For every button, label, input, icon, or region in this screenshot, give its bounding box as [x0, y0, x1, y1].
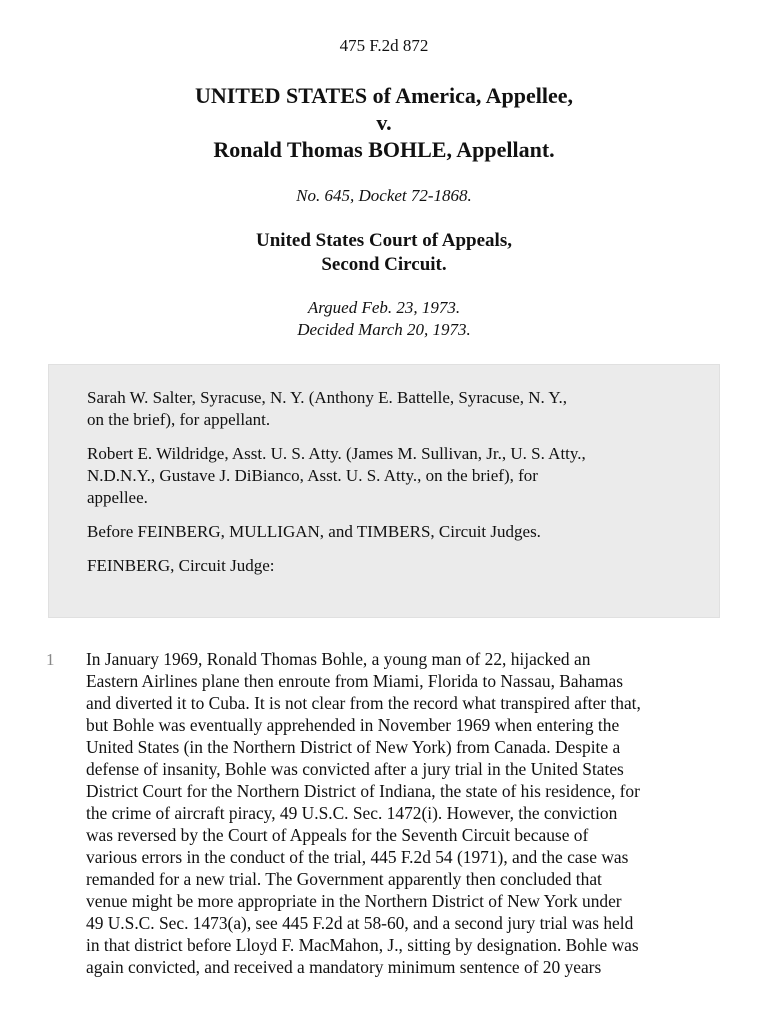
case-title-appellant: Ronald Thomas BOHLE, Appellant.	[213, 137, 555, 162]
case-title-versus: v.	[376, 110, 392, 135]
opinion-line: again convicted, and received a mandatory minimum sentence of 20 years	[86, 957, 602, 977]
court-name-line-1: United States Court of Appeals,	[256, 230, 512, 251]
opinion-paragraph	[86, 648, 736, 978]
court-name	[0, 229, 768, 277]
opinion-line: in that district before Lloyd F. MacMahon, J., sitting by designation. Bohle was	[86, 935, 639, 955]
appellee-counsel-line-2: N.D.N.Y., Gustave J. DiBianco, Asst. U. S. Atty., on the brief), for	[87, 466, 538, 485]
counsel-panel	[48, 364, 720, 618]
opinion-line: the crime of aircraft piracy, 49 U.S.C. Sec. 1472(i). However, the conviction	[86, 803, 618, 823]
case-title	[0, 82, 768, 163]
opinion-line: Eastern Airlines plane then enroute from Miami, Florida to Nassau, Bahamas	[86, 671, 624, 691]
opinion-line: In January 1969, Ronald Thomas Bohle, a young man of 22, hijacked an	[86, 649, 591, 669]
paragraph-number: 1	[46, 650, 55, 669]
appellee-counsel-line-3: appellee.	[87, 488, 148, 507]
case-title-appellee: UNITED STATES of America, Appellee,	[194, 83, 574, 108]
judges-panel: Before FEINBERG, MULLIGAN, and TIMBERS, Circuit Judges.	[87, 522, 541, 541]
court-name-line-2: Second Circuit.	[321, 254, 447, 275]
opinion-line: various errors in the conduct of the trial, 445 F.2d 54 (1971), and the case was	[86, 847, 629, 867]
opinion-line: was reversed by the Court of Appeals for the Seventh Circuit because of	[86, 825, 589, 845]
docket-number: No. 645, Docket 72-1868.	[296, 186, 472, 205]
appellant-counsel-line-2: on the brief), for appellant.	[87, 410, 271, 429]
opinion-author: FEINBERG, Circuit Judge:	[87, 556, 275, 575]
opinion-line: 49 U.S.C. Sec. 1473(a), see 445 F.2d at 58-60, and a second jury trial was held	[86, 913, 634, 933]
appellant-counsel-line-1: Sarah W. Salter, Syracuse, N. Y. (Anthony E. Battelle, Syracuse, N. Y.,	[87, 388, 567, 407]
opinion-line: but Bohle was eventually apprehended in November 1969 when entering the	[86, 715, 620, 735]
opinion-line: venue might be more appropriate in the Northern District of New York under	[86, 891, 622, 911]
appellee-counsel	[87, 443, 681, 509]
decided-date: Decided March 20, 1973.	[297, 320, 471, 339]
opinion-line: District Court for the Northern District of Indiana, the state of his residence, for	[86, 781, 640, 801]
opinion-line: United States (in the Northern District of New York) from Canada. Despite a	[86, 737, 621, 757]
case-citation: 475 F.2d 872	[339, 36, 429, 55]
opinion-line: remanded for a new trial. The Government apparently then concluded that	[86, 869, 602, 889]
case-dates	[0, 297, 768, 341]
opinion-line: defense of insanity, Bohle was convicted after a jury trial in the United States	[86, 759, 624, 779]
opinion-line: and diverted it to Cuba. It is not clear from the record what transpired after that,	[86, 693, 641, 713]
argued-date: Argued Feb. 23, 1973.	[307, 298, 461, 317]
appellee-counsel-line-1: Robert E. Wildridge, Asst. U. S. Atty. (James M. Sullivan, Jr., U. S. Atty.,	[87, 444, 586, 463]
appellant-counsel	[87, 387, 681, 431]
